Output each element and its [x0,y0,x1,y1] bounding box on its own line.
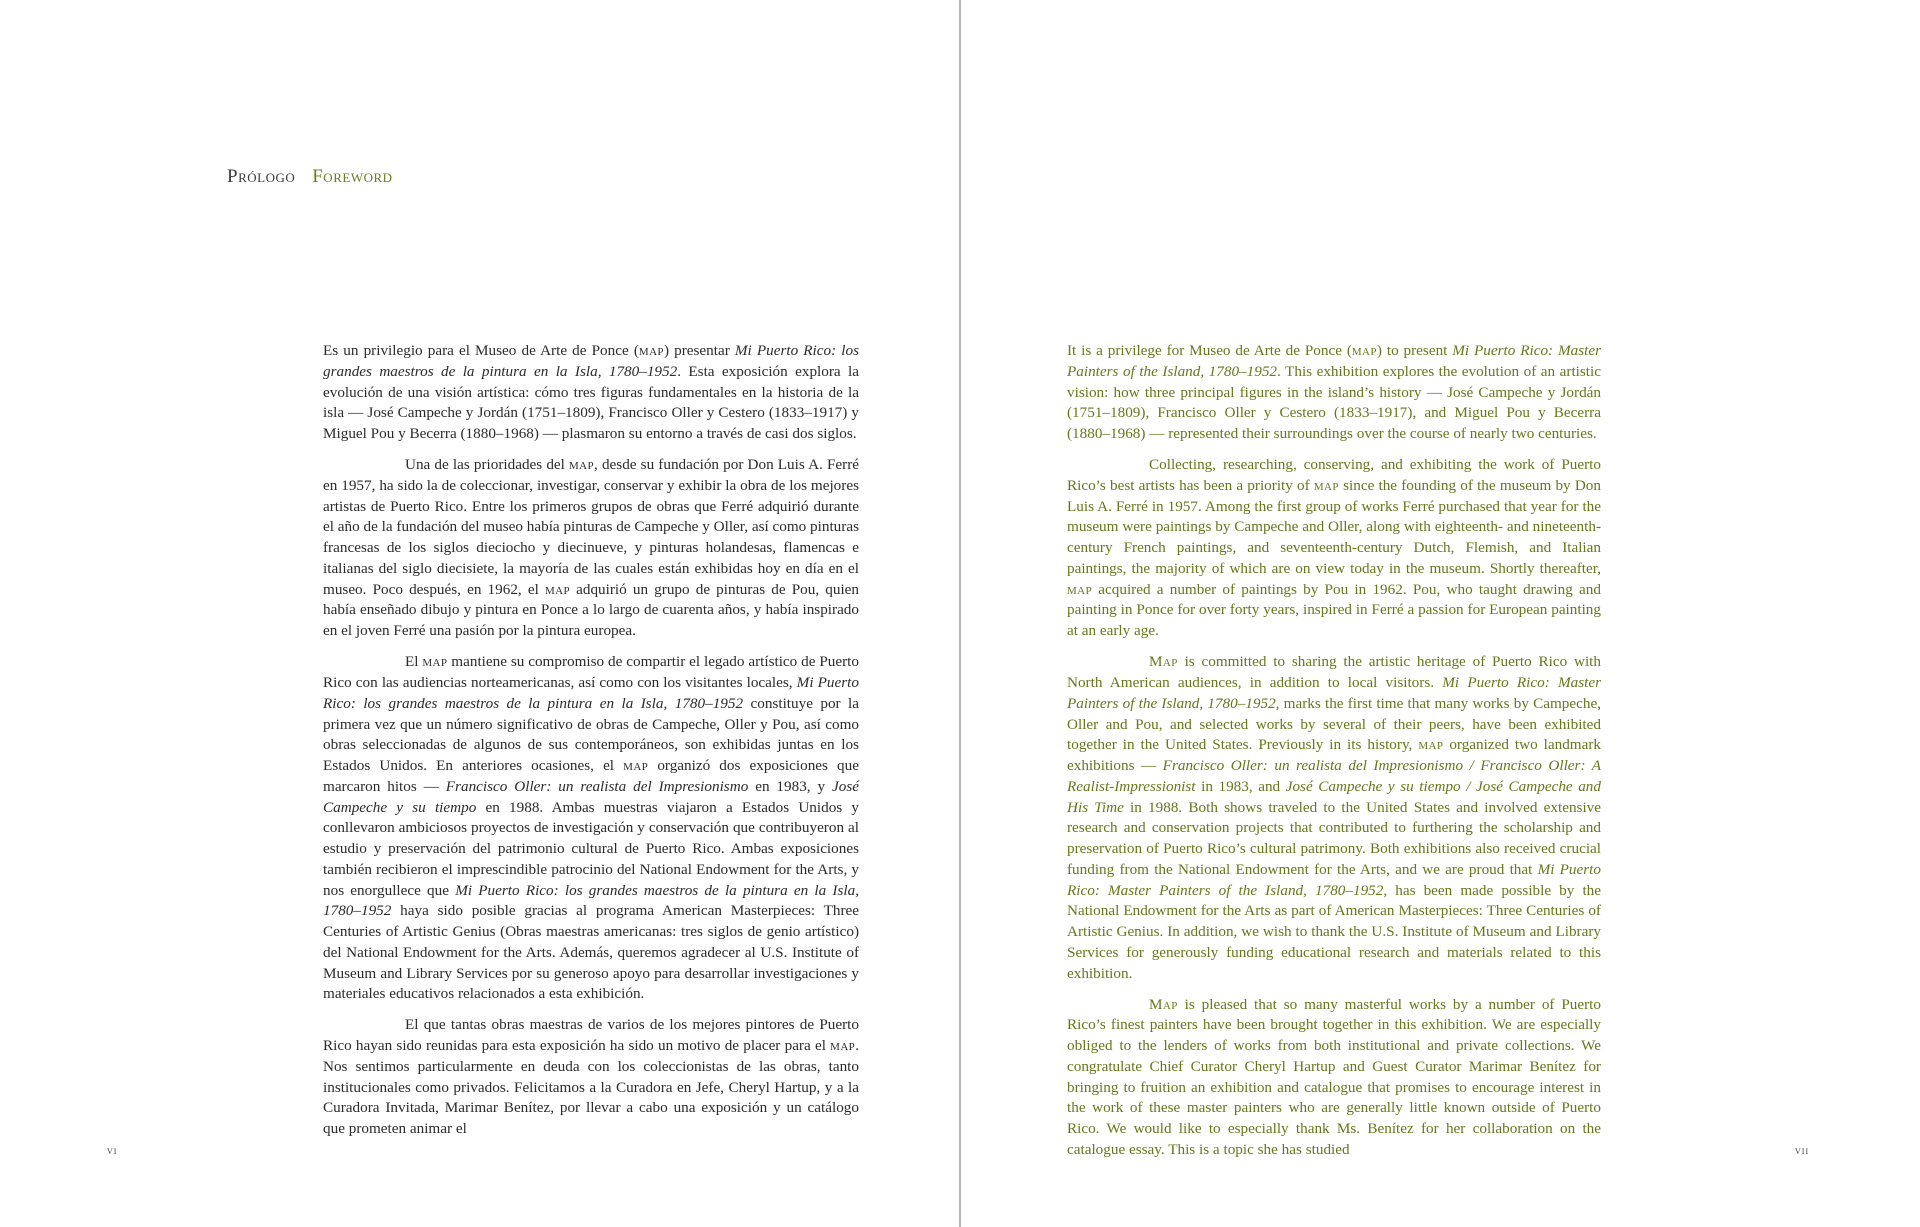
exhibition-title: Francisco Oller: un realista del Impresionismo [445,777,749,795]
running-head-spanish: Prólogo [227,166,296,187]
english-paragraph-2: Collecting, researching, conserving, and exhibiting the work of Puerto Rico’s best artists has been a priority of map since the founding of the museum by Don Luis A. Ferré in 1957. Among the first group of works Ferré purchased that year for the museum were paintings by Campeche and Oller, along with eighteenth- and nineteenth-century French paintings, and seventeenth-century Dutch, Flemish, and Italian paintings, the majority of which are on view today in the museum. Shortly thereafter, map acquired a number of paintings by Pou in 1962. Pou, who taught drawing and painting in Ponce for over forty years, inspired in Ferré a passion for European painting at an early age. [1067,456,1601,640]
english-paragraph-3: Map is committed to sharing the artistic heritage of Puerto Rico with North American audiences, in addition to local visitors. Mi Puerto Rico: Master Painters of the Island, 1780–1952, marks the first time that many works by Campeche, Oller and Pou, and selected works by several of their peers, have been exhibited together in the United States. Previously in its history, map organized two landmark exhibitions — Francisco Oller: un realista del Impresionismo / Francisco Oller: A Realist-Impressionist in 1983, and José Campeche y su tiempo / José Campeche and His Time in 1988. Both shows traveled to the United States and involved extensive research and conservation projects that contributed to furthering the scholarship and preservation of Puerto Rico’s cultural patrimony. Both exhibitions also received crucial funding from the National Endowment for the Arts, and we are proud that Mi Puerto Rico: Master Painters of the Island, 1780–1952, has been made possible by the National Endowment for the Arts as part of American Masterpieces: Three Centuries of Artistic Genius. In addition, we wish to thank the U.S. Institute of Museum and Library Services for generously funding educational research and materials related to this exhibition. [1067,653,1602,982]
exhibition-title: Francisco Oller: un realista del Impresionismo / Francisco Oller: A Realist-Impressionist [1067,757,1601,795]
spanish-paragraph-2: Una de las prioridades del map, desde su fundación por Don Luis A. Ferré en 1957, ha sido la de coleccionar, investigar, conservar y exhibir la obra de los mejores artistas de Puerto Rico. Entre los primeros grupos de obras que Ferré adquirió durante el año de la fundación del museo había pinturas de Campeche y Oller, así como pinturas francesas de los siglos dieciocho y diecinueve, y pinturas holandesas, flamencas e italianas del siglo diecisiete, la mayoría de las cuales están exhibidas hoy en día en el museo. Poco después, en 1962, el map adquirió un grupo de pinturas de Pou, quien había enseñado dibujo y pintura en Ponce a lo largo de cuarenta años, y había inspirado en el joven Ferré una pasión por la pintura europea. [323,456,859,640]
map-acronym: map [638,342,664,359]
map-acronym: map [1313,476,1339,494]
english-text-column [1067,341,1601,1171]
map-acronym: map [1351,342,1377,359]
running-head-english: Foreword [312,166,393,187]
spanish-text-column [323,341,859,1150]
map-acronym: map [569,456,595,474]
exhibition-title: Mi Puerto Rico: los grandes maestros de la pintura en la Isla, 1780–1952 [323,342,859,380]
spanish-paragraph-4: El que tantas obras maestras de varios de los mejores pintores de Puerto Rico hayan sido reunidas para esta exposición ha sido un motivo de placer para el map. Nos sentimos particularmente en deuda con los coleccionistas de las obras, tanto institucionales como privados. Felicitamos a la Curadora en Jefe, Cheryl Hartup, y a la Curadora Invitada, Marimar Benítez, por llevar a cabo una exposición y un catálogo que prometen animar el [323,1016,859,1138]
exhibition-title: Mi Puerto Rico: Master Painters of the Island, 1780–1952, [1067,674,1601,712]
map-acronym: map [1067,580,1093,598]
exhibition-title: José Campeche y su tiempo / José Campeche and His Time [1067,777,1601,816]
exhibition-title: José Campeche y su tiempo [323,777,860,816]
spanish-paragraph-1: Es un privilegio para el Museo de Arte de Ponce (map) presentar Mi Puerto Rico: los grandes maestros de la pintura en la Isla, 1780–1952. Esta exposición explora la evolución de una visión artística: cómo tres figuras fundamentales en la historia de la isla — José Campeche y Jordán (1751–1809), Francisco Oller y Cestero (1833–1917) y Miguel Pou y Becerra (1880–1968) — plasmaron su entorno a través de casi dos siglos. [323,342,859,442]
exhibition-title: Mi Puerto Rico: los grandes maestros de la pintura en la Isla, 1780–1952 [323,674,859,712]
english-paragraph-4: Map is pleased that so many masterful works by a number of Puerto Rico’s finest painters have been brought together in this exhibition. We are especially obliged to the lenders of works from both institutional and private collections. We congratulate Chief Curator Cheryl Hartup and Guest Curator Marimar Benítez for bringing to fruition an exhibition and catalogue that promises to encourage interest in the work of these master painters who are generally little known outside of Puerto Rico. We would like to especially thank Ms. Benítez for her collaboration on the catalogue essay. This is a topic she has studied [1067,995,1601,1158]
map-acronym: map [623,757,649,775]
page-gutter-divider [959,0,961,1227]
exhibition-title: Mi Puerto Rico: Master Painters of the Island, 1780–1952, [1067,860,1601,899]
running-head [227,166,393,188]
map-acronym: Map [1149,653,1178,671]
map-acronym: map [544,580,570,598]
page-number-right: vii [1795,1145,1810,1157]
spanish-paragraph-3: El map mantiene su compromiso de compartir el legado artístico de Puerto Rico con las audiencias norteamericanas, así como con los visitantes locales, Mi Puerto Rico: los grandes maestros de la pintura en la Isla, 1780–1952 constituye por la primera vez que un número significativo de obras de Campeche, Oller y Pou, así como obras seleccionadas de algunos de sus contemporáneos, son exhibidas juntas en los Estados Unidos. En anteriores ocasiones, el map organizó dos exposiciones que marcaron hitos — Francisco Oller: un realista del Impresionismo en 1983, y José Campeche y su tiempo en 1988. Ambas muestras viajaron a Estados Unidos y conllevaron ambiciosos proyectos de investigación y conservación que contribuyeron al estudio y preservación del patrimonio cultural de Puerto Rico. Ambas exposiciones también recibieron el imprescindible patrocinio del National Endowment for the Arts, y nos enorgullece que Mi Puerto Rico: los grandes maestros de la pintura en la Isla, 1780–1952 haya sido posible gracias al programa American Masterpieces: Three Centuries of Artistic Genius (Obras maestras americanas: tres siglos de genio artístico) del National Endowment for the Arts. Además, queremos agradecer al U.S. Institute of Museum and Library Services por su generoso apoyo para desarrollar investigaciones y materiales educativos relacionados a esta exhibición. [323,653,860,1003]
page-number-left: vi [107,1145,118,1157]
map-acronym: Map [1149,995,1178,1013]
exhibition-title: Mi Puerto Rico: Master Painters of the Island, 1780–1952 [1067,342,1601,380]
map-acronym: map [830,1037,856,1055]
map-acronym: map [422,653,448,671]
english-paragraph-1: It is a privilege for Museo de Arte de Ponce (map) to present Mi Puerto Rico: Master Painters of the Island, 1780–1952. This exhibition explores the evolution of an artistic vision: how three principal figures in the island’s history — José Campeche y Jordán (1751–1809), Francisco Oller y Cestero (1833–1917), and Miguel Pou y Becerra (1880–1968) — represented their surroundings over the course of nearly two centuries. [1067,342,1601,442]
exhibition-title: Mi Puerto Rico: los grandes maestros de la pintura en la Isla, 1780–1952 [323,881,859,920]
map-acronym: map [1418,736,1444,754]
